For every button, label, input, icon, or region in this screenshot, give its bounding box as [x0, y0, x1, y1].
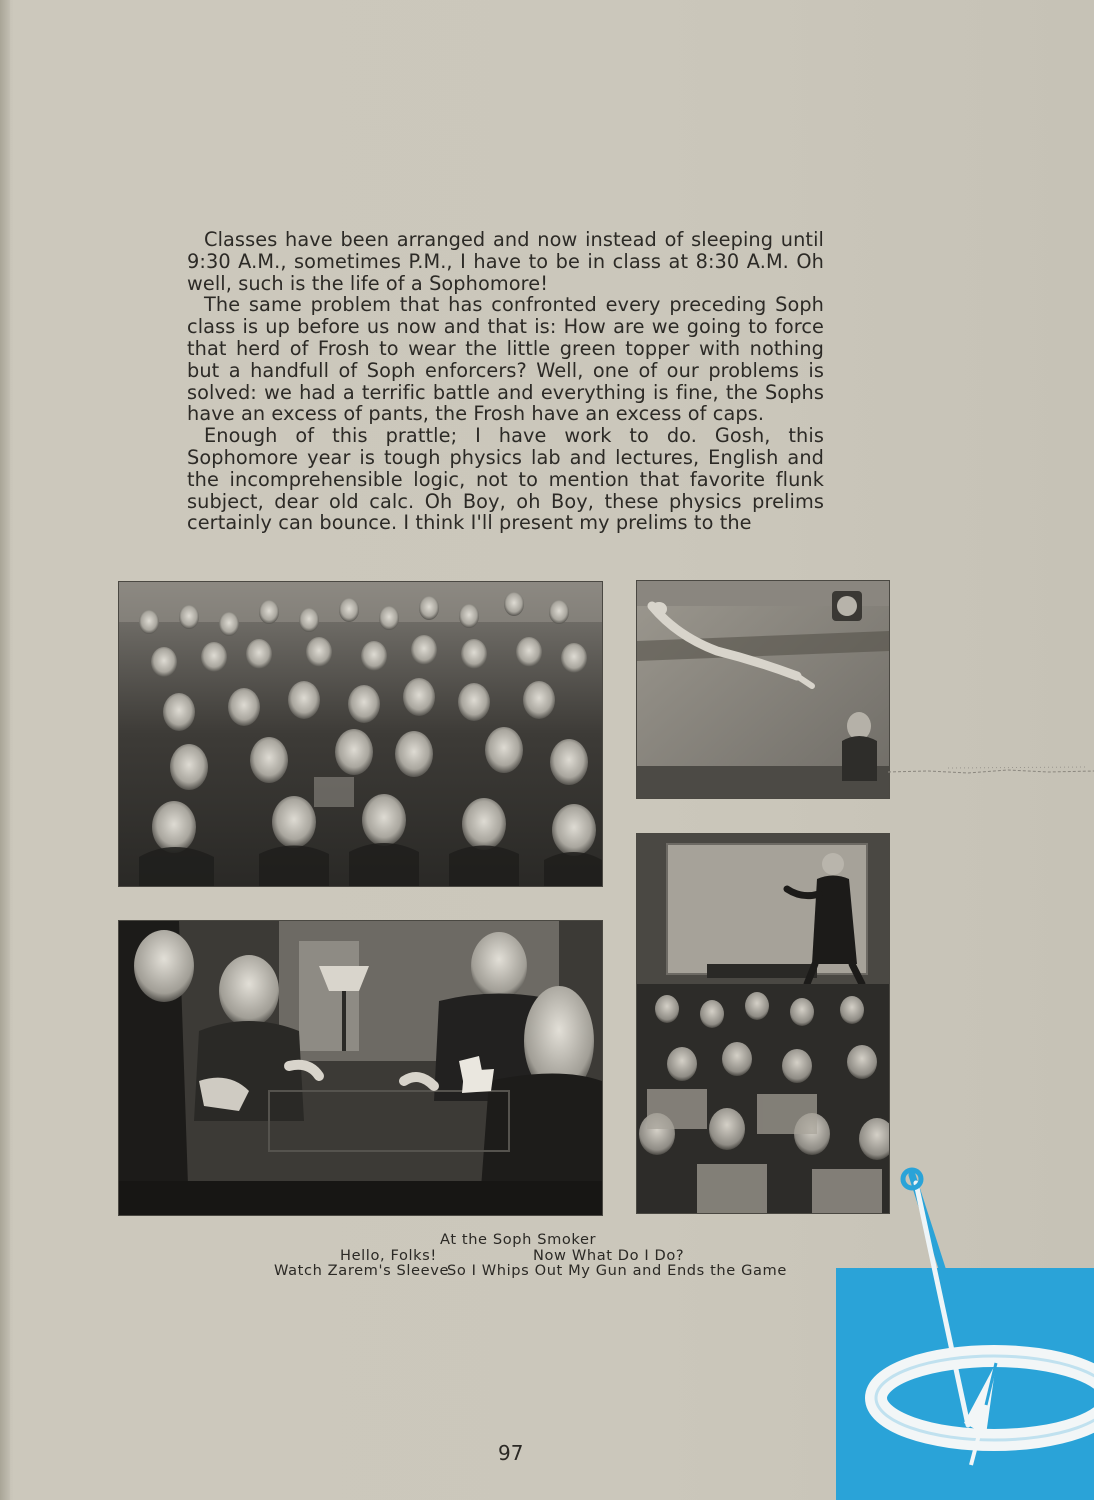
paragraph-1: Classes have been arranged and now instead of sleeping until 9:30 A.M., sometimes P.M., I have to be in class at 8:30 A.M. Oh well, such is the life of a Sophomore! — [187, 228, 824, 295]
crowd-photo — [118, 581, 603, 887]
page-spine — [0, 0, 10, 1500]
caption-hello-folks: Hello, Folks! — [340, 1247, 437, 1264]
speaker-photo — [636, 833, 890, 1214]
scan-artifact — [888, 764, 1094, 778]
diver-photo — [636, 580, 890, 799]
paragraph-3: Enough of this prattle; I have work to do. Gosh, this Sophomore year is tough physics lab and lectures, English and the incomprehensible logic, not to mention that favorite flunk subject, dear old calc. Oh Boy, oh Boy, these physics prelims certainly can bounce. I think I'll present my prelims to the — [187, 424, 824, 535]
card-game-photo — [118, 920, 603, 1216]
caption-now-what: Now What Do I Do? — [533, 1247, 685, 1264]
page-number: 97 — [498, 1441, 524, 1465]
compass-emblem-icon — [836, 1165, 1094, 1500]
caption-title: At the Soph Smoker — [440, 1231, 597, 1248]
body-text — [187, 229, 824, 534]
caption-watch-sleeve: Watch Zarem's Sleeve — [274, 1262, 450, 1279]
paragraph-2: The same problem that has confronted every preceding Soph class is up before us now and that is: How are we going to force that herd of Frosh to wear the little green topper with nothing but a handfull of Soph enforcers? Well, one of our problems is solved: we had a terrific battle and everything is fine, the Sophs have an excess of pants, the Frosh have an excess of caps. — [187, 293, 824, 426]
caption-whips-out-gun: So I Whips Out My Gun and Ends the Game — [447, 1262, 787, 1279]
